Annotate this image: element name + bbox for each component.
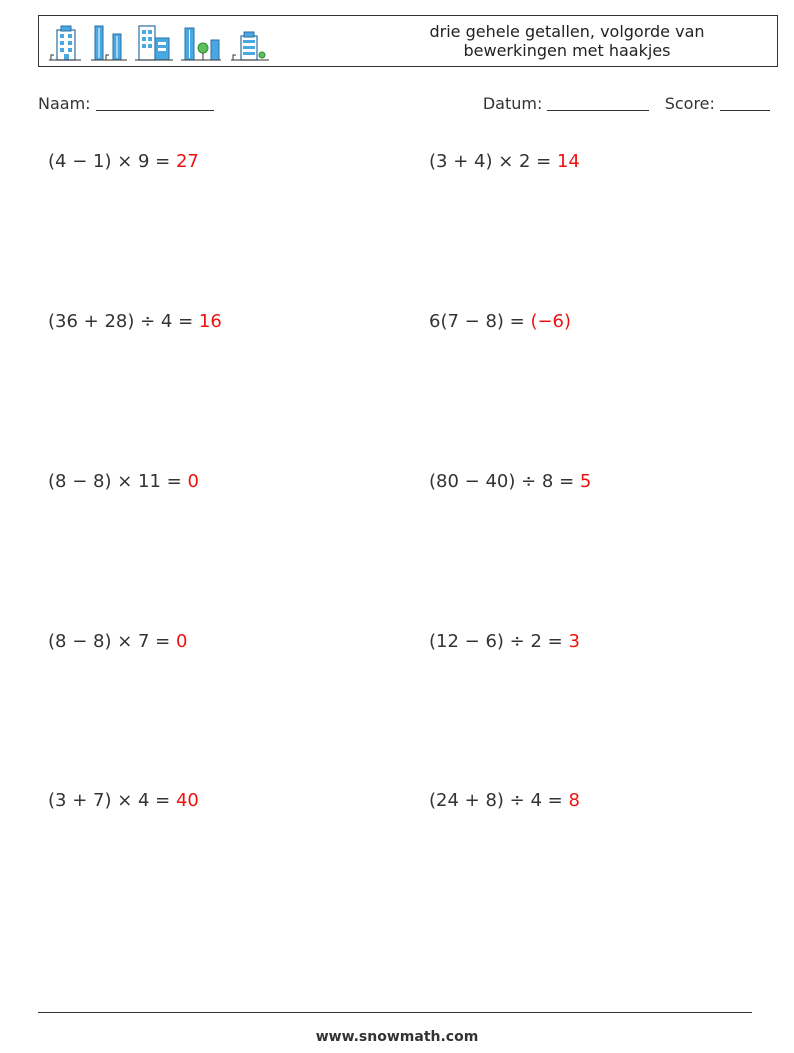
problem-answer: 14 <box>556 151 580 172</box>
worksheet-title <box>357 16 777 66</box>
problem-answer: (−6) <box>530 311 572 332</box>
problem-expression: (8 − 8) × 7 = <box>48 631 176 652</box>
date-blank[interactable] <box>547 94 649 111</box>
worksheet-header <box>38 15 778 67</box>
title-line-1: drie gehele getallen, volgorde van <box>429 22 705 41</box>
problem-answer: 40 <box>175 790 199 811</box>
problem-answer: 8 <box>568 790 580 811</box>
problem-answer: 27 <box>175 151 199 172</box>
problem-expression: (3 + 4) × 2 = <box>429 151 557 172</box>
problem-6 <box>429 471 591 492</box>
problem-10 <box>429 790 580 811</box>
footer-divider <box>38 1012 752 1013</box>
date-score-fields <box>483 94 770 113</box>
problem-answer: 5 <box>579 471 592 492</box>
name-blank[interactable] <box>96 94 214 111</box>
score-label: Score: <box>664 94 715 113</box>
problem-answer: 0 <box>187 471 199 492</box>
problem-3 <box>48 311 222 332</box>
problem-8 <box>429 631 580 652</box>
problem-4 <box>429 311 571 332</box>
problem-expression: (36 + 28) ÷ 4 = <box>48 311 199 332</box>
problem-expression: (4 − 1) × 9 = <box>48 151 176 172</box>
skyscraper-icon <box>89 24 127 62</box>
tower-tree-icon <box>181 24 221 62</box>
problem-expression: (3 + 7) × 4 = <box>48 790 176 811</box>
problem-2 <box>429 151 580 172</box>
footer-url[interactable]: www.snowmath.com <box>315 1029 479 1045</box>
small-building-icon <box>229 24 269 62</box>
problem-expression: (80 − 40) ÷ 8 = <box>429 471 580 492</box>
problem-expression: 6(7 − 8) = <box>429 311 531 332</box>
problem-9 <box>48 790 199 811</box>
problem-expression: (8 − 8) × 11 = <box>48 471 188 492</box>
name-field[interactable] <box>38 94 214 113</box>
problem-answer: 0 <box>175 631 188 652</box>
problem-expression: (24 + 8) ÷ 4 = <box>429 790 569 811</box>
problem-1 <box>48 151 199 172</box>
title-line-2: bewerkingen met haakjes <box>463 41 671 60</box>
problem-5 <box>48 471 199 492</box>
score-blank[interactable] <box>720 94 770 111</box>
problem-answer: 3 <box>568 631 580 652</box>
problem-7 <box>48 631 187 652</box>
problem-answer: 16 <box>198 311 222 332</box>
header-icons <box>47 22 269 62</box>
date-label: Datum: <box>482 94 543 113</box>
building-icon <box>47 24 81 62</box>
name-label: Naam: <box>38 94 91 113</box>
office-building-icon <box>135 24 173 62</box>
problem-expression: (12 − 6) ÷ 2 = <box>429 631 569 652</box>
